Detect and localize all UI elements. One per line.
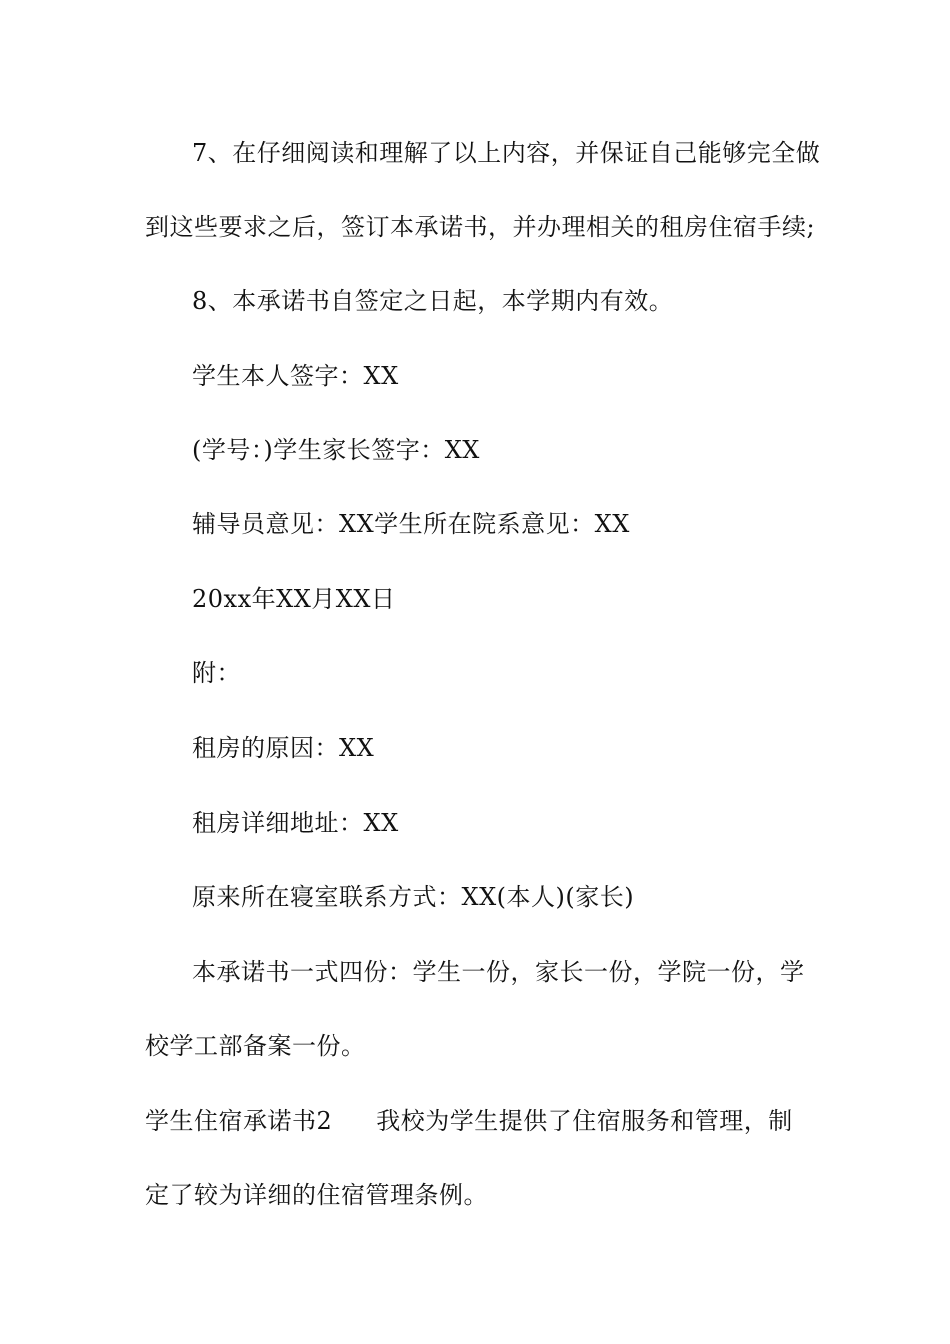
student-signature-line: 学生本人签字：XX — [192, 362, 399, 390]
paragraph-copies-line1: 本承诺书一式四份：学生一份，家长一份，学院一份，学 — [192, 958, 805, 986]
appendix-label: 附： — [192, 659, 241, 687]
paragraph-copies-line2: 校学工部备案一份。 — [145, 1032, 366, 1060]
paragraph-item7-line2: 到这些要求之后，签订本承诺书，并办理相关的租房住宿手续; — [145, 213, 816, 241]
parent-signature-line: (学号：)学生家长签字：XX — [192, 436, 480, 464]
section2-line1: 我校为学生提供了住宿服务和管理，制 — [376, 1107, 793, 1135]
rent-reason-line: 租房的原因：XX — [192, 734, 375, 762]
rent-address-line: 租房详细地址：XX — [192, 809, 399, 837]
section2-title: 学生住宿承诺书2 — [145, 1107, 333, 1135]
contact-line: 原来所在寝室联系方式：XX(本人)(家长) — [192, 883, 635, 911]
paragraph-item8: 8、本承诺书自签定之日起，本学期内有效。 — [192, 287, 674, 315]
section2-first-line — [145, 1106, 793, 1136]
paragraph-item7-line1: 7、在仔细阅读和理解了以上内容，并保证自己能够完全做 — [192, 139, 821, 167]
section2-line2: 定了较为详细的住宿管理条例。 — [145, 1181, 488, 1209]
opinions-line: 辅导员意见：XX学生所在院系意见：XX — [192, 510, 630, 538]
date-line: 20xx年XX月XX日 — [192, 585, 396, 613]
